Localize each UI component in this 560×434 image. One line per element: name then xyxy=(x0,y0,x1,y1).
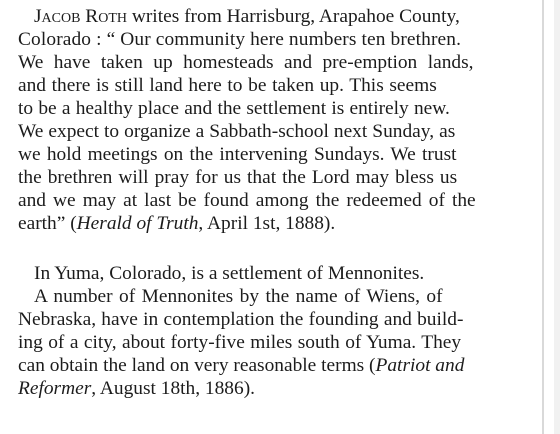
source-patriot-and: Patriot and xyxy=(375,355,465,376)
p1-line-10-pre: earth” ( xyxy=(18,213,77,234)
p1-line-3: We have taken up homesteads and pre-emption lands, xyxy=(18,52,474,73)
page-edge-shadow xyxy=(554,0,560,434)
p3-line-5 xyxy=(18,377,550,400)
p3-line-2: Nebraska, have in contemplation the founding and build- xyxy=(18,309,464,330)
p1-line-5: to be a healthy place and the settlement is entirely new. xyxy=(18,98,450,119)
p1-line-10 xyxy=(18,212,550,235)
p1-line-6: We expect to organize a Sabbath-school next Sunday, as xyxy=(18,121,456,142)
p1-line-1 xyxy=(34,5,550,28)
p3-line-1: A number of Mennonites by the name of Wiens, of xyxy=(34,286,443,307)
p3-line-4 xyxy=(18,354,550,377)
author-name: Jacob Roth xyxy=(34,6,127,27)
source-reformer: Reformer xyxy=(18,378,92,399)
p3-line-4-pre: can obtain the land on very reasonable terms ( xyxy=(18,355,376,376)
p1-line-10-post: , April 1st, 1888). xyxy=(198,213,336,234)
p3-line-5-post: , August 18th, 1886). xyxy=(91,378,255,399)
p3-line-3: ing of a city, about forty-five miles south of Yuma. They xyxy=(18,332,462,353)
p1-line-9: and we may at last be found among the redeemed of the xyxy=(18,190,476,211)
p1-line-1-text: writes from Harrisburg, Arapahoe County, xyxy=(127,6,460,27)
p1-line-8: the brethren will pray for us that the Lord may bless us xyxy=(18,167,458,188)
p1-line-2: Colorado : “ Our community here numbers ten brethren. xyxy=(18,29,462,50)
p1-line-7: we hold meetings on the intervening Sundays. We trust xyxy=(18,144,457,165)
p2-line-1: In Yuma, Colorado, is a settlement of Mennonites. xyxy=(34,263,425,284)
source-herald-of-truth: Herald of Truth xyxy=(76,213,199,234)
p1-line-4: and there is still land here to be taken up. This seems xyxy=(18,75,437,96)
